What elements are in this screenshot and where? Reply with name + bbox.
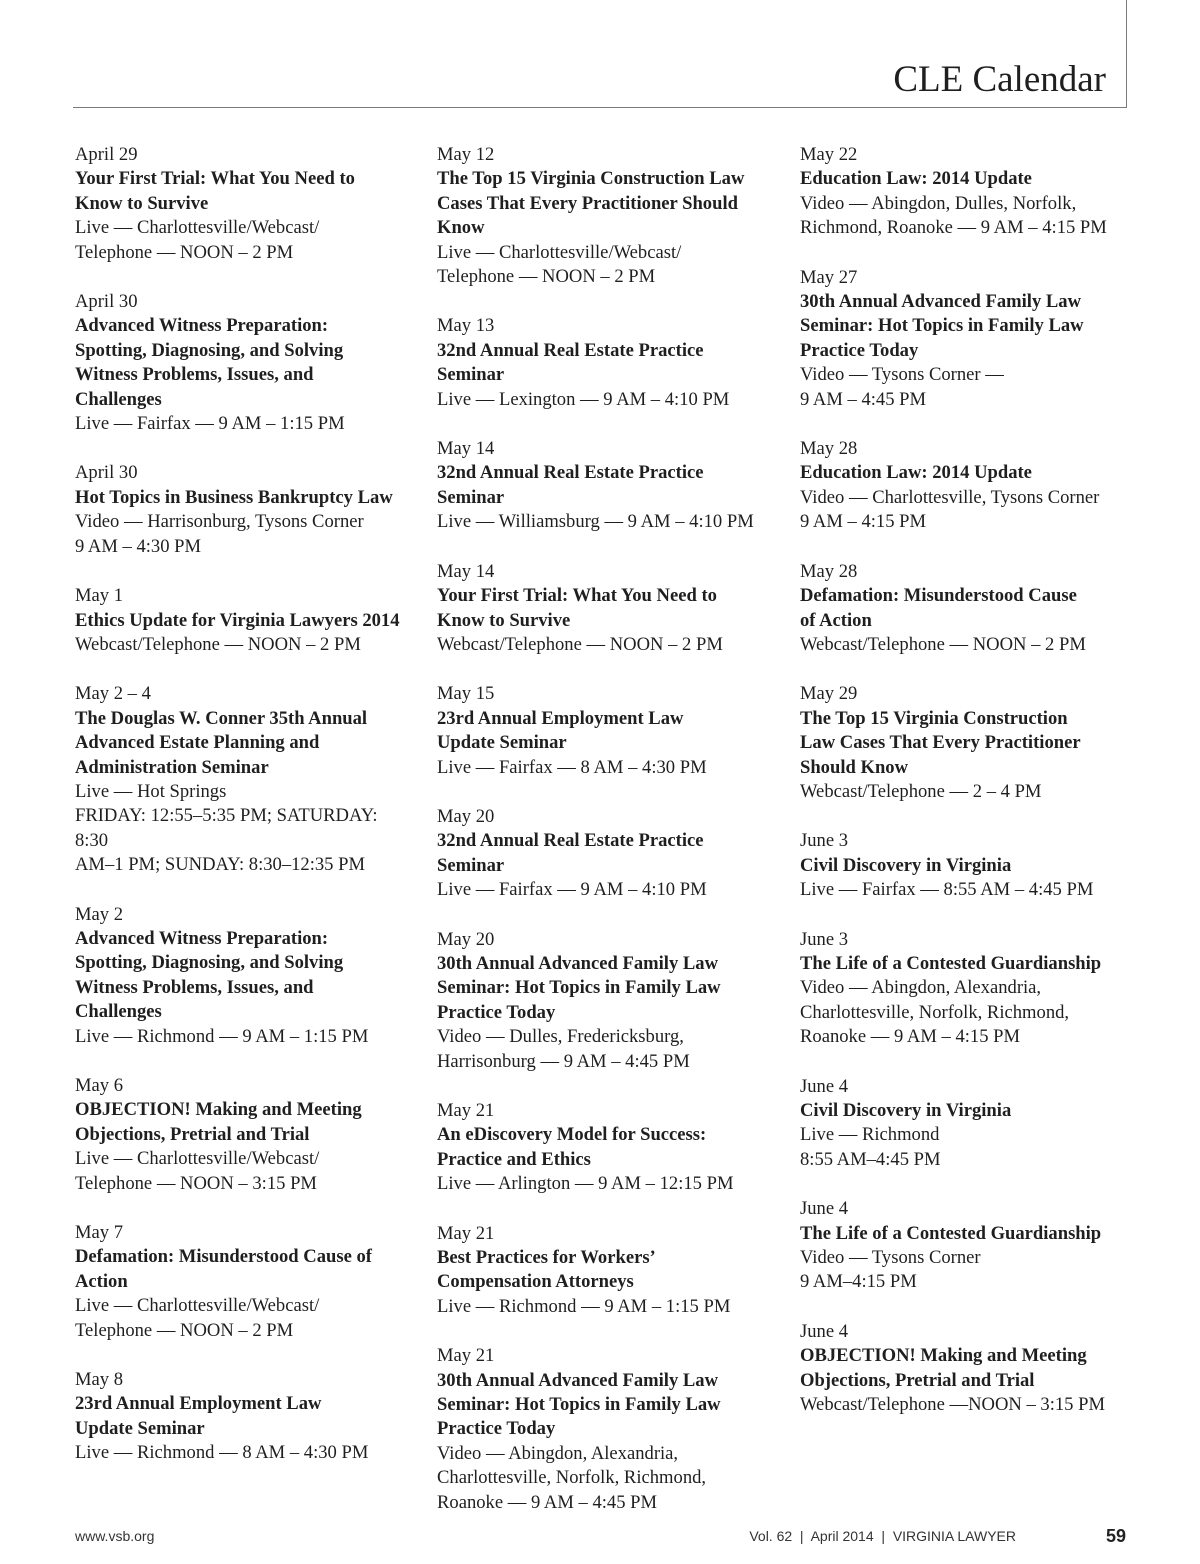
calendar-event: [800, 266, 1120, 412]
event-date: May 20: [437, 805, 495, 827]
page-number: 59: [1105, 1526, 1126, 1546]
event-date: May 14: [437, 438, 495, 460]
calendar-event: [75, 682, 415, 877]
calendar-event: [75, 461, 415, 559]
event-details: Live — Lexington — 9 AM – 4:10 PM: [437, 388, 730, 410]
event-title: Hot Topics in Business Bankruptcy Law: [75, 486, 393, 508]
event-title: Advanced Witness Preparation: Spotting, Diagnosing, and Solving Witness Problems, Issues, and Challenges: [75, 315, 344, 410]
event-date: June 3: [800, 830, 849, 852]
event-details: Webcast/Telephone — 2 – 4 PM: [800, 780, 1042, 802]
event-date: May 14: [437, 560, 495, 582]
calendar-event: [437, 437, 777, 535]
event-date: May 21: [437, 1345, 495, 1367]
event-title: The Top 15 Virginia Construction Law Cases That Every Practitioner Should Know: [800, 707, 1081, 778]
event-date: May 12: [437, 144, 495, 165]
event-title: The Top 15 Virginia Construction Law Cases That Every Practitioner Should Know: [437, 168, 745, 239]
event-date: May 20: [437, 928, 495, 950]
event-date: June 4: [800, 1075, 849, 1097]
event-details: Live — Fairfax — 9 AM – 1:15 PM: [75, 413, 345, 435]
calendar-event: [75, 1368, 415, 1466]
calendar-event: [75, 143, 415, 265]
page-title: CLE Calendar: [893, 59, 1106, 100]
event-title: Education Law: 2014 Update: [800, 168, 1032, 190]
event-details: Live — Charlottesville/Webcast/ Telephone — NOON – 2 PM: [75, 217, 320, 263]
calendar-event: [800, 829, 1120, 902]
calendar-event: [75, 290, 415, 436]
calendar-event: [437, 682, 777, 780]
event-date: May 6: [75, 1075, 124, 1096]
event-details: Live — Richmond — 8 AM – 4:30 PM: [75, 1442, 369, 1464]
calendar-event: [800, 1075, 1120, 1173]
event-details: Video — Abingdon, Dulles, Norfolk, Richmond, Roanoke — 9 AM – 4:15 PM: [800, 192, 1107, 239]
event-details: Live — Richmond — 9 AM – 1:15 PM: [75, 1025, 369, 1047]
event-details: Webcast/Telephone — NOON – 2 PM: [800, 633, 1086, 655]
event-details: Live — Hot Springs FRIDAY: 12:55–5:35 PM; SATURDAY: 8:30 AM–1 PM; SUNDAY: 8:30–12:35 PM: [75, 780, 378, 876]
calendar-event: [800, 560, 1120, 658]
event-details: Video — Abingdon, Alexandria, Charlottesville, Norfolk, Richmond, Roanoke — 9 AM – 4:15 PM: [800, 977, 1070, 1048]
event-title: The Life of a Contested Guardianship: [800, 1222, 1102, 1244]
event-title: 23rd Annual Employment Law Update Seminar: [75, 1393, 322, 1439]
footer-url: www.vsb.org: [75, 1528, 155, 1544]
event-date: May 1: [75, 585, 124, 607]
event-details: Live — Fairfax — 9 AM – 4:10 PM: [437, 879, 707, 901]
event-title: The Douglas W. Conner 35th Annual Advanced Estate Planning and Administration Seminar: [75, 707, 368, 778]
event-details: Live — Charlottesville/Webcast/ Telephone — NOON – 3:15 PM: [75, 1148, 320, 1194]
calendar-event: [75, 584, 415, 657]
calendar-event: [437, 805, 777, 903]
calendar-event: [437, 314, 777, 412]
event-date: May 28: [800, 560, 858, 582]
event-details: Webcast/Telephone — NOON – 2 PM: [437, 633, 723, 655]
event-details: Live — Charlottesville/Webcast/ Telephone — NOON – 2 PM: [75, 1295, 320, 1341]
calendar-event: [437, 560, 777, 658]
event-details: Video — Charlottesville, Tysons Corner 9 AM – 4:15 PM: [800, 486, 1100, 533]
event-details: Live — Fairfax — 8:55 AM – 4:45 PM: [800, 879, 1094, 901]
event-title: Your First Trial: What You Need to Know to Survive: [75, 168, 355, 214]
event-details: Webcast/Telephone — NOON – 2 PM: [75, 633, 361, 655]
event-date: June 4: [800, 1320, 849, 1342]
calendar-event: [75, 903, 415, 1049]
event-title: Advanced Witness Preparation: Spotting, Diagnosing, and Solving Witness Problems, Issues, and Challenges: [75, 927, 344, 1023]
calendar-event: [437, 1222, 777, 1320]
event-details: Video — Abingdon, Alexandria, Charlottesville, Norfolk, Richmond, Roanoke — 9 AM – 4:45 PM: [437, 1442, 707, 1513]
event-title: Defamation: Misunderstood Cause of Action: [800, 585, 1077, 631]
page-header: [73, 0, 1127, 108]
event-title: The Life of a Contested Guardianship: [800, 952, 1102, 974]
event-title: Your First Trial: What You Need to Know to Survive: [437, 585, 717, 631]
event-title: Best Practices for Workers’ Compensation Attorneys: [437, 1247, 656, 1293]
event-date: May 22: [800, 144, 858, 165]
calendar-event: [75, 1074, 415, 1196]
footer-issue: Vol. 62 | April 2014 | VIRGINIA LAWYER: [749, 1528, 1016, 1544]
calendar-event: [437, 928, 777, 1074]
event-title: OBJECTION! Making and Meeting Objections, Pretrial and Trial: [800, 1345, 1087, 1391]
event-title: 30th Annual Advanced Family Law Seminar: Hot Topics in Family Law Practice Today: [800, 291, 1084, 361]
event-date: May 21: [437, 1100, 495, 1121]
event-details: Live — Fairfax — 8 AM – 4:30 PM: [437, 756, 707, 778]
event-title: 32nd Annual Real Estate Practice Seminar: [437, 462, 704, 508]
event-date: June 4: [800, 1198, 849, 1220]
event-title: 32nd Annual Real Estate Practice Seminar: [437, 339, 704, 386]
event-title: OBJECTION! Making and Meeting Objections, Pretrial and Trial: [75, 1099, 362, 1145]
event-date: May 21: [437, 1222, 495, 1244]
event-date: June 3: [800, 928, 849, 950]
event-details: Live — Arlington — 9 AM – 12:15 PM: [437, 1173, 734, 1195]
event-title: Education Law: 2014 Update: [800, 462, 1032, 484]
calendar-event: [800, 1320, 1120, 1418]
event-details: Live — Richmond — 9 AM – 1:15 PM: [437, 1295, 731, 1317]
calendar-event: [437, 143, 777, 289]
event-title: 30th Annual Advanced Family Law Seminar: Hot Topics in Family Law Practice Today: [437, 1369, 721, 1440]
event-date: May 28: [800, 438, 858, 460]
event-date: April 29: [75, 144, 138, 165]
calendar-column-2: [437, 143, 777, 1540]
event-title: Defamation: Misunderstood Cause of Action: [75, 1246, 372, 1292]
event-details: Video — Dulles, Fredericksburg, Harrisonburg — 9 AM – 4:45 PM: [437, 1026, 690, 1072]
event-title: Civil Discovery in Virginia: [800, 1100, 1012, 1121]
calendar-event: [800, 143, 1120, 241]
calendar-event: [800, 1197, 1120, 1295]
event-date: May 13: [437, 315, 495, 337]
event-date: May 2: [75, 903, 124, 925]
event-date: April 30: [75, 462, 138, 484]
event-title: Ethics Update for Virginia Lawyers 2014: [75, 609, 400, 631]
event-details: Webcast/Telephone —NOON – 3:15 PM: [800, 1394, 1105, 1416]
event-title: Civil Discovery in Virginia: [800, 854, 1012, 876]
calendar-event: [800, 682, 1120, 804]
event-title: 23rd Annual Employment Law Update Seminar: [437, 707, 684, 754]
event-details: Video — Harrisonburg, Tysons Corner 9 AM – 4:30 PM: [75, 511, 364, 557]
calendar-column-1: [75, 143, 415, 1491]
event-date: May 2 – 4: [75, 683, 151, 705]
calendar-event: [437, 1099, 777, 1197]
event-details: Live — Richmond 8:55 AM–4:45 PM: [800, 1124, 941, 1170]
event-date: April 30: [75, 291, 138, 313]
calendar-event: [800, 437, 1120, 535]
calendar-event: [800, 928, 1120, 1050]
event-details: Live — Charlottesville/Webcast/ Telephone — NOON – 2 PM: [437, 241, 682, 288]
calendar-event: [75, 1221, 415, 1343]
event-details: Live — Williamsburg — 9 AM – 4:10 PM: [437, 511, 754, 533]
calendar-event: [437, 1344, 777, 1515]
event-title: An eDiscovery Model for Success: Practice and Ethics: [437, 1124, 707, 1170]
event-title: 30th Annual Advanced Family Law Seminar: Hot Topics in Family Law Practice Today: [437, 952, 721, 1023]
event-date: May 27: [800, 266, 858, 288]
event-date: May 29: [800, 683, 858, 705]
event-date: May 15: [437, 683, 495, 705]
event-date: May 7: [75, 1222, 124, 1244]
event-details: Video — Tysons Corner 9 AM–4:15 PM: [800, 1247, 981, 1293]
event-details: Video — Tysons Corner — 9 AM – 4:45 PM: [800, 364, 1004, 410]
event-title: 32nd Annual Real Estate Practice Seminar: [437, 830, 704, 876]
calendar-column-3: [800, 143, 1120, 1442]
event-date: May 8: [75, 1369, 124, 1391]
